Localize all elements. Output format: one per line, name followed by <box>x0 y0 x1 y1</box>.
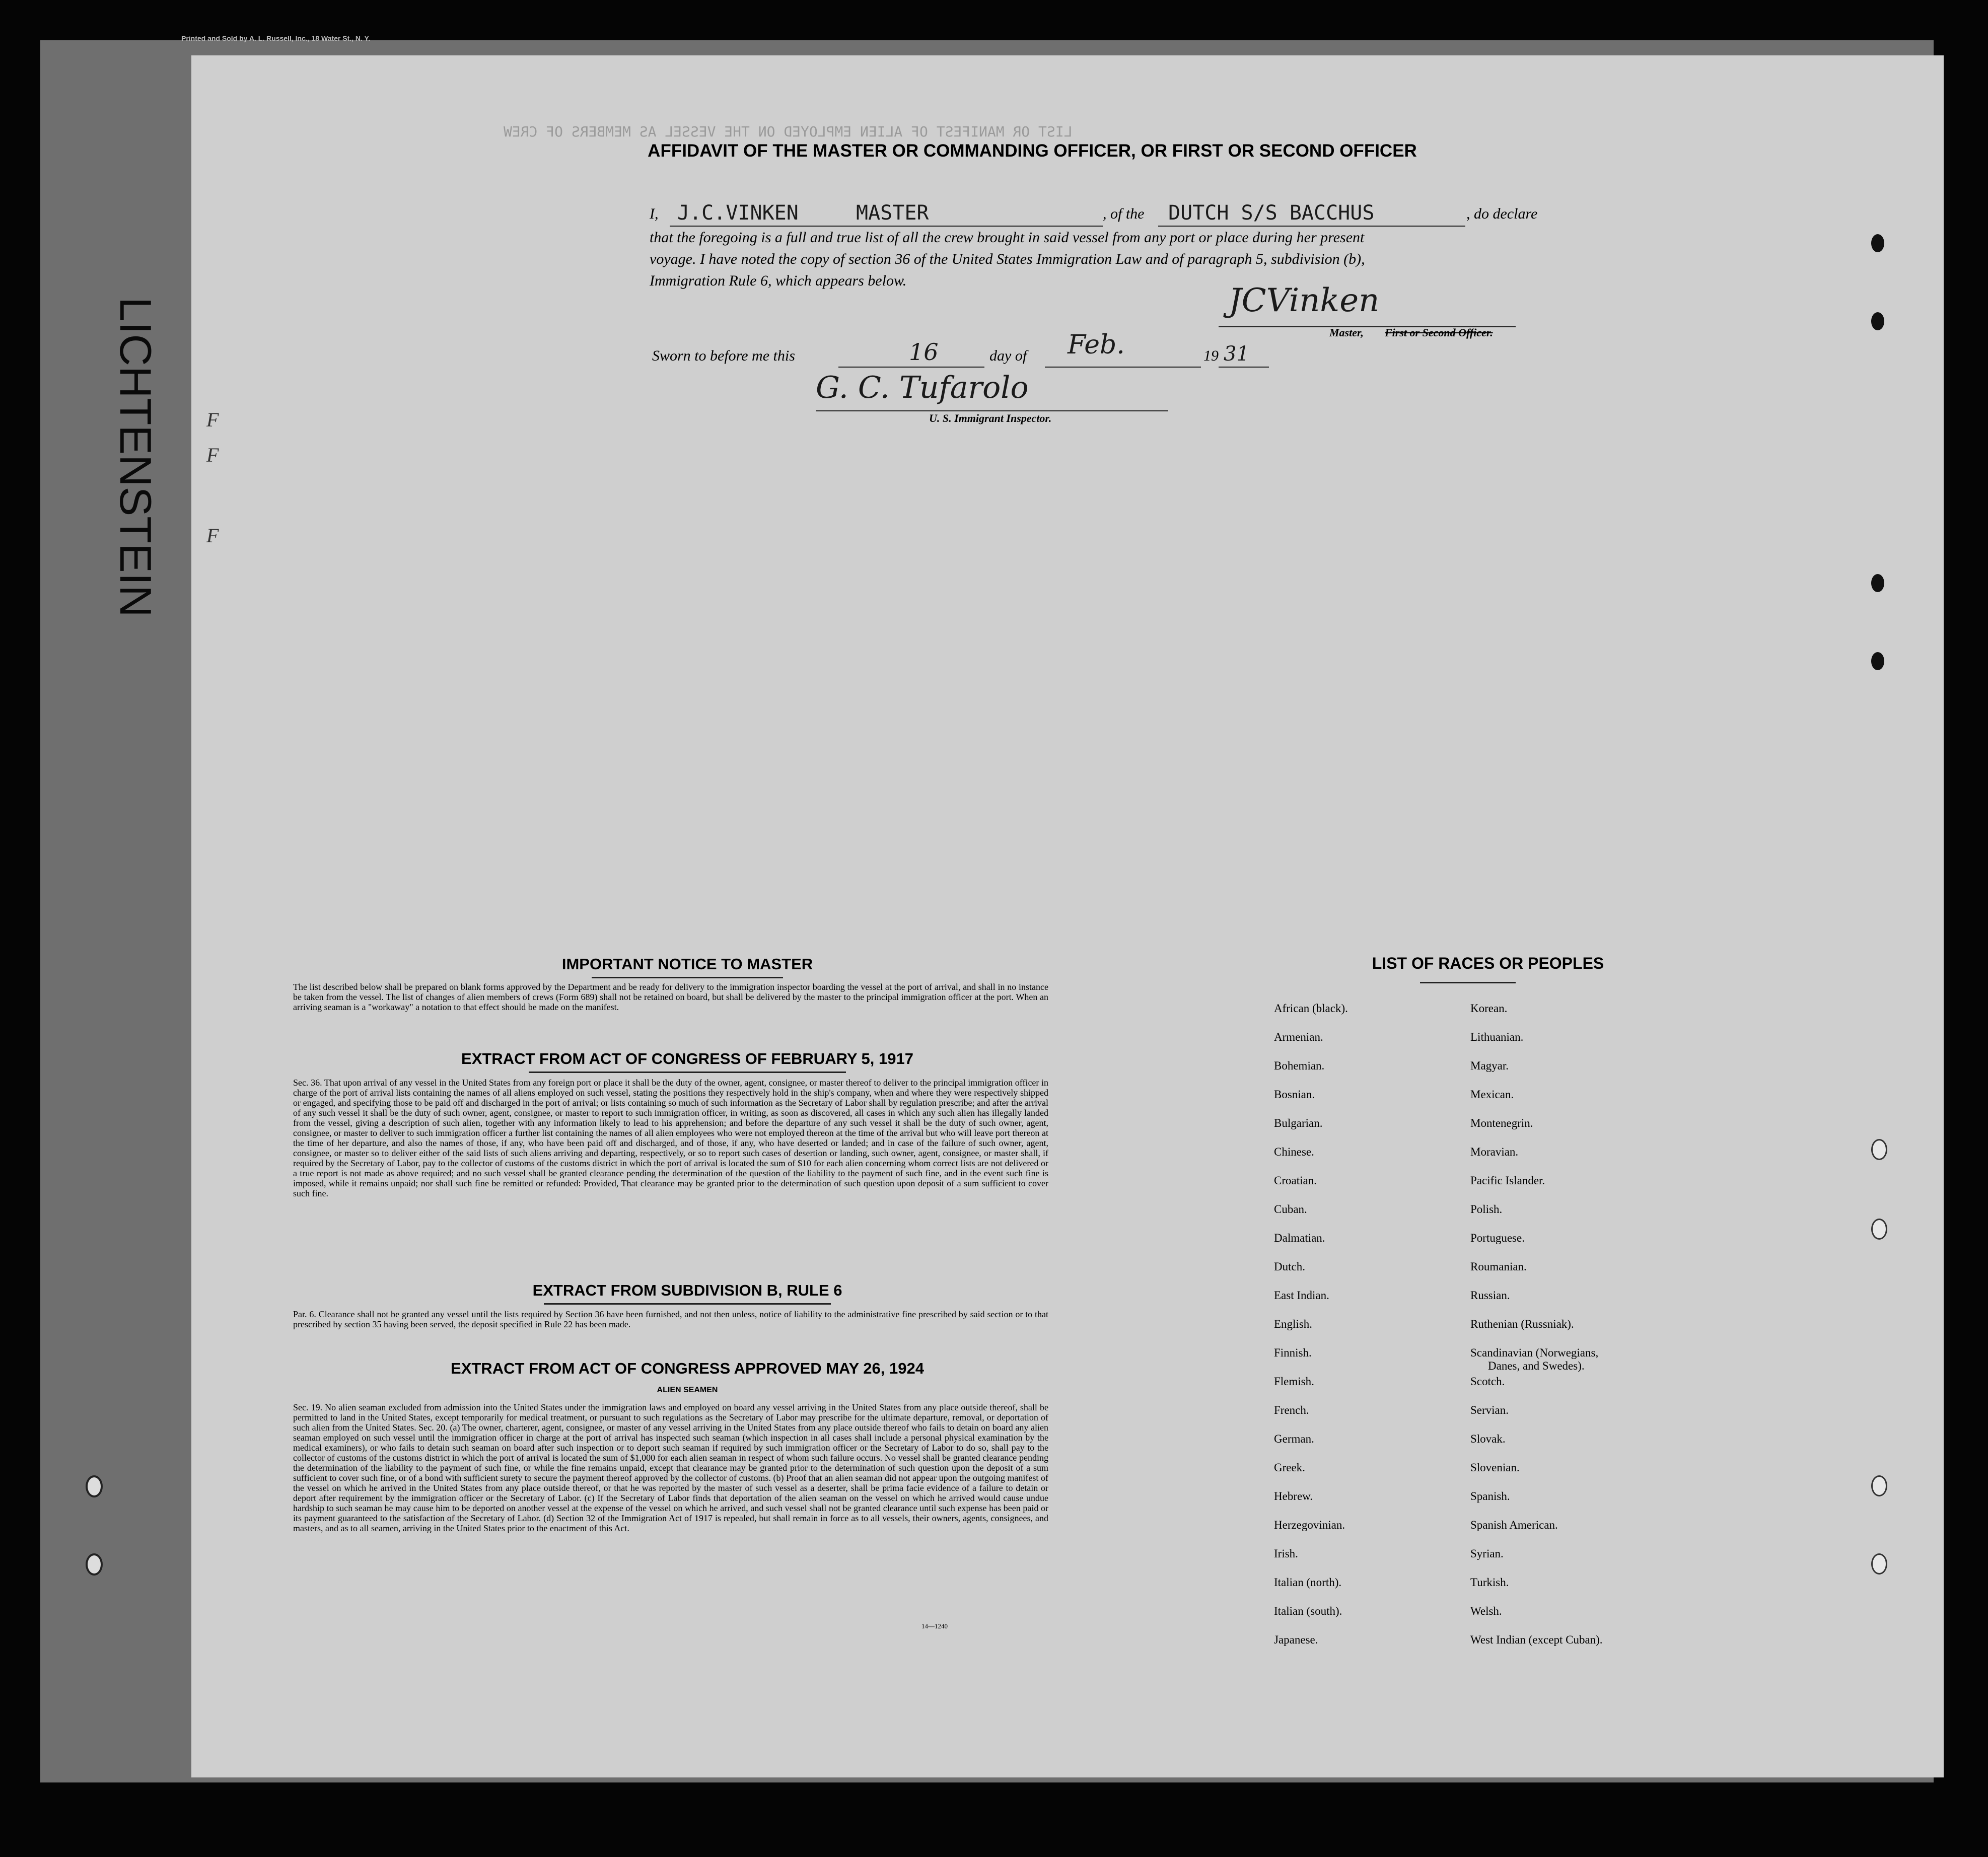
race-item: Danes, and Swedes). <box>1488 1360 1585 1372</box>
race-item: German. <box>1274 1433 1314 1445</box>
race-item: Ruthenian (Russniak). <box>1470 1318 1574 1330</box>
race-item: Italian (north). <box>1274 1576 1342 1589</box>
binder-hole-icon <box>1871 1553 1887 1575</box>
race-item: Spanish American. <box>1470 1519 1558 1531</box>
sworn-year: 31 <box>1224 342 1249 366</box>
race-item: Bulgarian. <box>1274 1117 1323 1129</box>
binder-hole-icon <box>1871 652 1884 670</box>
race-item: African (black). <box>1274 1002 1348 1015</box>
bleed-through-header: LIST OR MANIFEST OF ALIEN EMPLOYED ON THE VESSEL AS MEMBERS OF CREW <box>504 123 1073 140</box>
race-item: Korean. <box>1470 1002 1508 1015</box>
inspector-caption: U. S. Immigrant Inspector. <box>929 412 1052 424</box>
affidavit-line-3: voyage. I have noted the copy of section 36 of the United States Immigration Law and of paragraph 5, subdivision (b), <box>650 251 1365 267</box>
race-item: Roumanian. <box>1470 1260 1527 1273</box>
binder-hole-icon <box>86 1553 103 1576</box>
extract-rule6-title: EXTRACT FROM SUBDIVISION B, RULE 6 <box>532 1281 842 1299</box>
race-item: Finnish. <box>1274 1346 1312 1359</box>
printer-imprint: Printed and Sold by A. L. Russell, Inc., 18 Water St., N. Y. <box>181 34 371 42</box>
race-item: Portuguese. <box>1470 1232 1525 1244</box>
notice-title: IMPORTANT NOTICE TO MASTER <box>561 955 813 973</box>
race-item: Servian. <box>1470 1404 1509 1416</box>
race-item: Flemish. <box>1274 1375 1314 1388</box>
races-title: LIST OF RACES OR PEOPLES <box>1372 954 1604 972</box>
race-item: Spanish. <box>1470 1490 1510 1503</box>
race-item: Scotch. <box>1470 1375 1505 1388</box>
master-signature: JCVinken <box>1229 282 1380 319</box>
race-item: Greek. <box>1274 1461 1305 1474</box>
race-item: Irish. <box>1274 1547 1298 1560</box>
affidavit-line-2: that the foregoing is a full and true list of all the crew brought in said vessel from any port or place during her present <box>650 229 1365 246</box>
inspector-signature: G. C. Tufarolo <box>816 370 1029 405</box>
race-item: Pacific Islander. <box>1470 1174 1545 1187</box>
sworn-label: Sworn to before me this <box>652 347 795 364</box>
affidavit-line-4: Immigration Rule 6, which appears below. <box>650 272 907 289</box>
race-item: West Indian (except Cuban). <box>1470 1633 1603 1646</box>
race-item: Bosnian. <box>1274 1088 1315 1101</box>
race-item: Italian (south). <box>1274 1605 1342 1617</box>
binder-hole-icon <box>1871 1219 1887 1240</box>
master-rank: MASTER <box>856 201 929 225</box>
race-item: Dutch. <box>1274 1260 1305 1273</box>
race-item: Polish. <box>1470 1203 1503 1216</box>
first-second-officer-caption: First or Second Officer. <box>1385 326 1493 339</box>
race-item: Welsh. <box>1470 1605 1502 1617</box>
margin-stamp: LICHTENSTEIN <box>111 297 161 617</box>
form-number: 14—1240 <box>921 1622 948 1630</box>
margin-mark: F <box>206 524 219 547</box>
binder-hole-icon <box>86 1475 103 1497</box>
year-prefix: 19 <box>1203 347 1219 364</box>
binder-hole-icon <box>1871 574 1884 592</box>
sworn-month: Feb. <box>1068 330 1125 360</box>
day-of-label: day of <box>989 347 1027 364</box>
race-item: Dalmatian. <box>1274 1232 1325 1244</box>
race-item: Herzegovinian. <box>1274 1519 1345 1531</box>
race-item: Bohemian. <box>1274 1059 1325 1072</box>
race-item: Turkish. <box>1470 1576 1509 1589</box>
race-item: French. <box>1274 1404 1309 1416</box>
margin-mark: F <box>206 444 219 466</box>
race-item: Lithuanian. <box>1470 1031 1524 1043</box>
extract-1917-text: Sec. 36. That upon arrival of any vessel in the United States from any foreign port or place it shall be the duty of the owner, agent, consignee, or master thereof to deliver to the principal immigration officer in charge of the port of arrival lists containing the names of all aliens employed on such vessel, stating the positions they respectively hold in the ship's company, when and where they were respectively shipped or engaged, and specifying those to be paid off and discharged in the port of arrival; or lists containing so much of such information as the Secretary of Labor shall by regulation prescribe; and after the arrival of any such vessel it shall be the duty of such owner, agent, consignee, or master to report to such immigration officer, in writing, as soon as discovered, all cases in which any such alien has illegally landed from the vessel, giving a description of such alien, together with any information likely to lead to his apprehension; and before the departure of any such vessel it shall be the duty of such owner, agent, consignee, or master to deliver to such immigration officer a further list containing the names of all alien employees who were not employed thereon at the time of the arrival but who will leave port thereon at the time of her departure, and also the names of those, if any, who have been paid off and discharged, and of those, if any, who have deserted or landed; and in case of the failure of such owner, agent, consignee, or master so to deliver either of the said lists of such aliens arriving and departing, respectively, or so to report such cases of desertion or landing, such owner, agent, consignee, or master shall, if required by the Secretary of Labor, pay to the collector of customs of the customs district in which the port of arrival is located the sum of $10 for each alien concerning whom correct lists are not delivered or a true report is not made as above required; and no such vessel shall be granted clearance pending the determination of the question of the liability to the payment of such fine, and in the event such fine is imposed, while it remains unpaid; nor shall such fine be remitted or refunded: Provided, That clearance may be granted prior to the determination of such question upon deposit of a sum sufficient to cover such fine. <box>293 1078 1048 1198</box>
race-item: Moravian. <box>1470 1146 1519 1158</box>
extract-1917-title: EXTRACT FROM ACT OF CONGRESS OF FEBRUARY 5, 1917 <box>461 1050 913 1067</box>
notice-text: The list described below shall be prepared on blank forms approved by the Department and be ready for delivery to the immigration inspector boarding the vessel at the port of arrival, and shall in no instance be taken from the vessel. The list of changes of alien members of crews (Form 689) shall not be retained on board, but shall be delivered by the master to the principal immigration officer at the port. When an arriving seaman is a "workaway" a notation to that effect should be made on the manifest. <box>293 982 1048 1012</box>
race-item: Mexican. <box>1470 1088 1514 1101</box>
race-item: Slovenian. <box>1470 1461 1520 1474</box>
vessel-name: DUTCH S/S BACCHUS <box>1168 201 1375 225</box>
race-item: Croatian. <box>1274 1174 1317 1187</box>
do-declare-label: , do declare <box>1466 205 1538 222</box>
race-item: Magyar. <box>1470 1059 1509 1072</box>
race-item: Japanese. <box>1274 1633 1318 1646</box>
race-item: Slovak. <box>1470 1433 1506 1445</box>
affidavit-title: AFFIDAVIT OF THE MASTER OR COMMANDING OFFICER, OR FIRST OR SECOND OFFICER <box>648 141 1417 161</box>
race-item: English. <box>1274 1318 1313 1330</box>
race-item: Scandinavian (Norwegians, <box>1470 1346 1599 1359</box>
race-item: Hebrew. <box>1274 1490 1313 1503</box>
race-item: Armenian. <box>1274 1031 1323 1043</box>
margin-mark: F <box>206 408 219 431</box>
sworn-day: 16 <box>909 338 939 366</box>
binder-hole-icon <box>1871 1475 1887 1496</box>
extract-1924-title: EXTRACT FROM ACT OF CONGRESS APPROVED MAY 26, 1924 <box>451 1360 924 1377</box>
master-name: J.C.VINKEN <box>677 201 799 225</box>
race-item: Russian. <box>1470 1289 1510 1302</box>
extract-1924-text: Sec. 19. No alien seaman excluded from admission into the United States under the immigration laws and employed on board any vessel arriving in the United States from any place outside thereof, shall be permitted to land in the United States, except temporarily for medical treatment, or pursuant to such regulations as the Secretary of Labor may prescribe for the ultimate departure, removal, or deportation of such alien from the United States. Sec. 20. (a) The owner, charterer, agent, consignee, or master of any vessel arriving in the United States from any place outside thereof who fails to detain on board any alien seaman employed on such vessel until the immigration officer in charge at the port of arrival has inspected such seaman (which inspection in all cases shall include a personal physical examination by the medical examiners), or who fails to detain such seaman on board after such inspection or to deport such seaman if required by such immigration officer or the Secretary of Labor to do so, shall pay to the collector of customs of the customs district in which the port of arrival is located the sum of $1,000 for each alien seaman in respect of whom such failure occurs. No vessel shall be granted clearance pending the determination of the liability to the payment of such fine, or while the fine remains unpaid, except that clearance may be granted prior to the determination of such question upon the deposit of a sum sufficient to cover such fine, or of a bond with sufficient surety to secure the payment thereof approved by the collector of customs. (b) Proof that an alien seaman did not appear upon the outgoing manifest of the vessel on which he arrived in the United States from any place outside thereof, or that he was reported by the master of such vessel as a deserter, shall be prima facie evidence of a failure to detain or deport after requirement by the immigration officer or the Secretary of Labor. (c) If the Secretary of Labor finds that deportation of the alien seaman on the vessel on which he arrived would cause undue hardship to such seaman he may cause him to be deported on another vessel at the expense of the vessel on which he arrived, and such vessel shall not be granted clearance until such expense has been paid or its payment guaranteed to the satisfaction of the Secretary of Labor. (d) Section 32 of the Immigration Act of 1917 is repealed, but shall remain in force as to all vessels, their owners, agents, consignees, and masters, and as to all seamen, arriving in the United States prior to the enactment of this Act. <box>293 1402 1048 1533</box>
race-item: Montenegrin. <box>1470 1117 1533 1129</box>
binder-hole-icon <box>1871 234 1884 252</box>
affidavit-i-label: I, <box>650 205 659 222</box>
race-item: Syrian. <box>1470 1547 1504 1560</box>
alien-seamen-subtitle: ALIEN SEAMEN <box>657 1386 718 1394</box>
race-item: Cuban. <box>1274 1203 1307 1216</box>
of-the-label: , of the <box>1103 205 1145 222</box>
master-caption: Master, <box>1329 326 1364 339</box>
extract-rule6-text: Par. 6. Clearance shall not be granted any vessel until the lists required by Section 36 have been furnished, and not then unless, notice of liability to the administrative fine prescribed by said section or to that prescribed by section 35 having been served, the deposit specified in Rule 22 has been made. <box>293 1309 1048 1329</box>
binder-hole-icon <box>1871 1139 1887 1160</box>
race-item: East Indian. <box>1274 1289 1329 1302</box>
race-item: Chinese. <box>1274 1146 1314 1158</box>
binder-hole-icon <box>1871 312 1884 330</box>
